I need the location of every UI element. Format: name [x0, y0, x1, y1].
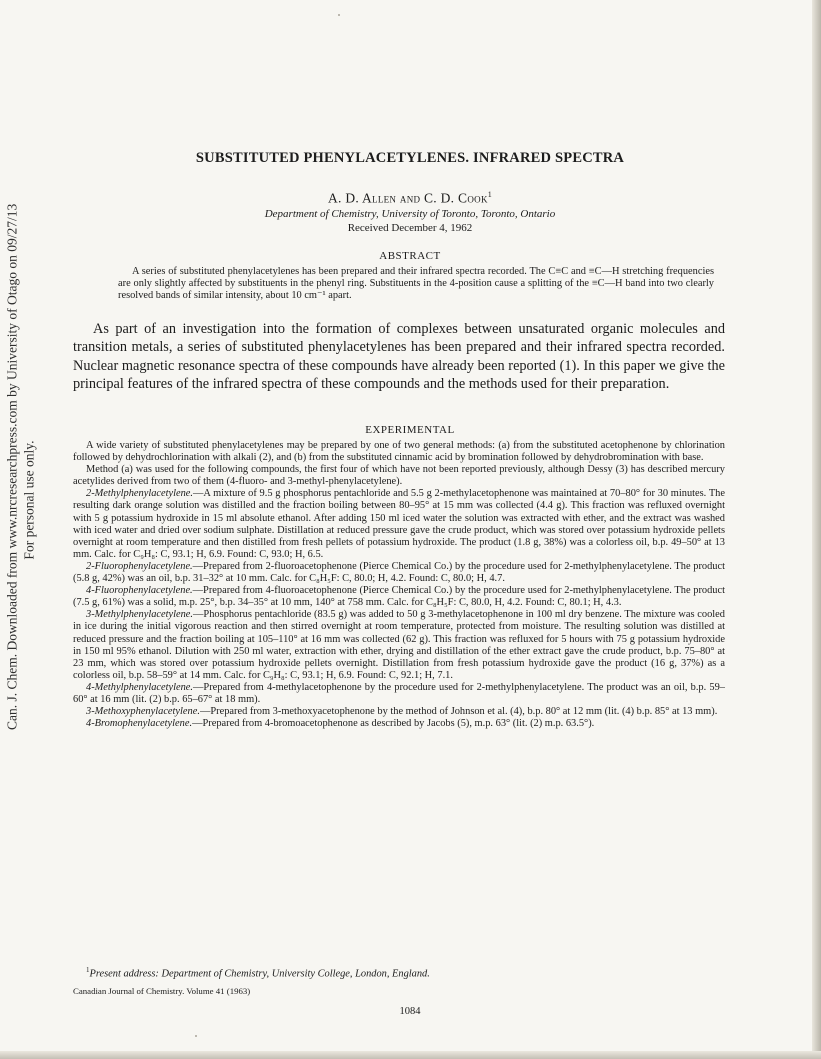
journal-citation: Canadian Journal of Chemistry. Volume 41 (1963): [73, 986, 251, 996]
experimental-heading: EXPERIMENTAL: [365, 424, 455, 436]
compound-name: 4-Bromophenylacetylene.: [86, 718, 193, 730]
compound-name: 4-Methylphenylacetylene.: [86, 681, 194, 693]
watermark-line-source: Can. J. Chem. Downloaded from www.nrcresearchpress.com by University of Otago on 09/27/13: [4, 203, 20, 730]
experimental-paragraph: [73, 609, 725, 682]
paragraph-text: —A mixture of 9.5 g phosphorus pentachloride and 5.5 g 2-methylacetophenone was maintained at 70–80° for 30 minutes. The resulting dark orange solution was distilled and the fraction boiling between 80–95° at 15 mm was collected (4.4 g). This fraction was refluxed overnight with 5 g potassium hydroxide in 15 ml absolute ethanol. After adding 150 ml iced water the solution was extracted with ether, and the extract was washed with iced water and dried over sodium sulphate. Distillation at reduced pressure gave the crude product, which was stored over potassium hydroxide pellets overnight at room temperature and then distilled from fresh pellets of potassium hydroxide. The product (1.8 g, 38%) was a colorless oil, b.p. 49–50° at 13 mm. Calc. for C₉H₈: C, 93.1; H, 6.9. Found: C, 93.0; H, 6.5.: [73, 488, 725, 560]
paper-authors: [120, 190, 700, 207]
scan-speck: [195, 1035, 197, 1037]
intro-paragraph: As part of an investigation into the formation of complexes between unsaturated organic molecules and transition metals, a series of substituted phenylacetylenes has been prepared and their infrared spectra recorded. Nuclear magnetic resonance spectra of these compounds have already been reported (1). In this paper we give the principal features of the infrared spectra of these compounds and the methods used for their preparation.: [73, 321, 725, 392]
experimental-section: [73, 440, 725, 730]
footnote-text: Present address: Department of Chemistry, University College, London, England.: [89, 968, 430, 980]
author-footnote-mark: 1: [487, 190, 493, 199]
experimental-paragraph: [73, 718, 725, 730]
paragraph-text: —Prepared from 2-fluoroacetophenone (Pierce Chemical Co.) by the procedure used for 2-methylphenylacetylene. The product (5.8 g, 42%) was an oil, b.p. 31–32° at 10 mm. Calc. for C₈H₅F: C, 80.0; H, 4.2. Found: C, 80.0; H, 4.7.: [73, 560, 725, 585]
author-footnote: [73, 966, 725, 979]
paragraph-text: A wide variety of substituted phenylacetylenes may be prepared by one of two general methods: (a) from the substituted acetophenone by chlorination followed by dehydrochlorination with alkali (2), and (b) from the substituted cinnamic acid by bromination followed by dehydrobromination with base.: [73, 440, 725, 464]
compound-name: 2-Methylphenylacetylene.: [86, 488, 194, 500]
experimental-paragraph: [73, 440, 725, 464]
watermark-line-usage: For personal use only.: [21, 440, 36, 560]
experimental-paragraph: [73, 585, 725, 609]
compound-name: 4-Fluorophenylacetylene.: [86, 585, 193, 597]
received-date: Received December 4, 1962: [347, 222, 473, 234]
paragraph-text: —Phosphorus pentachloride (83.5 g) was added to 50 g 3-methylacetophenone in 100 ml dry benzene. The mixture was cooled in ice during the initial vigorous reaction and then stirred overnight at room temperature, protected from moisture. The resulting solution was distilled at reduced pressure and the fraction boiling at 105–110° at 16 mm was collected (62 g). This fraction was refluxed for 5 hours with 75 g potassium hydroxide in 150 ml 95% ethanol. Dilution with 250 ml water, extraction with ether, drying and distillation of the ether extract gave the crude product, b.p. 75–80° at 23 mm, which was stored over potassium hydroxide pellets overnight. Distillation from fresh potassium hydroxide gave the product (16 g, 37%) as a colorless oil, b.p. 58–59° at 14 mm. Calc. for C₉H₈: C, 93.1; H, 6.9. Found: C, 92.1; H, 7.1.: [73, 609, 725, 681]
paragraph-text: —Prepared from 4-bromoacetophenone as described by Jacobs (5), m.p. 63° (lit. (2) m.p. 63.5°).: [192, 718, 595, 730]
paragraph-text: —Prepared from 4-fluoroacetophenone (Pierce Chemical Co.) by the procedure used for 2-methylphenylacetylene. The product (7.5 g, 61%) was a solid, m.p. 25°, b.p. 34–35° at 10 mm, 140° at 758 mm. Calc. for C₈H₅F: C, 80.0, H, 4.2. Found: C, 80.1; H, 4.3.: [73, 585, 725, 609]
paragraph-text: —Prepared from 3-methoxyacetophenone by the method of Johnson et al. (4), b.p. 80° at 12 mm (lit. (4) b.p. 85° at 13 mm).: [199, 706, 718, 718]
compound-name: 3-Methoxyphenylacetylene.: [86, 706, 200, 718]
experimental-paragraph: [73, 561, 725, 585]
page-bottom-shadow: [0, 1051, 821, 1059]
scan-speck: [338, 14, 340, 16]
download-watermark: [4, 203, 38, 730]
author-affiliation: Department of Chemistry, University of Toronto, Toronto, Ontario: [264, 208, 556, 220]
paragraph-text: Method (a) was used for the following compounds, the first four of which have not been reported previously, although Dessy (3) has described mercury acetylides derived from two of them (4-fluoro- and 3-methyl-phenylacetylene).: [73, 464, 725, 488]
page-number: 1084: [399, 1006, 421, 1017]
experimental-paragraph: [73, 488, 725, 561]
compound-name: 3-Methylphenylacetylene.: [86, 609, 194, 621]
download-watermark-text: [4, 203, 38, 730]
paragraph-text: —Prepared from 4-methylacetophenone by the procedure used for 2-methylphenylacetylene. The product was an oil, b.p. 59–60° at 16 mm (lit. (2) b.p. 65–67° at 18 mm).: [73, 681, 725, 705]
experimental-paragraph: [73, 464, 725, 488]
experimental-paragraph: [73, 706, 725, 718]
experimental-paragraph: [73, 682, 725, 706]
author-names: A. D. Allen and C. D. Cook: [327, 190, 488, 206]
footnote-mark: 1: [86, 966, 90, 974]
paper-title: SUBSTITUTED PHENYLACETYLENES. INFRARED SPECTRA: [195, 150, 625, 166]
page-edge-shadow: [812, 0, 821, 1059]
abstract-text: A series of substituted phenylacetylenes has been prepared and their infrared spectra recorded. The C≡C and ≡C—H stretching frequencies are only slightly affected by substituents in the phenyl ring. Substituents in the 4-position cause a splitting of the ≡C—H band into two clearly resolved bands of similar intensity, about 10 cm⁻¹ apart.: [118, 266, 714, 301]
abstract-heading: ABSTRACT: [379, 250, 441, 262]
compound-name: 2-Fluorophenylacetylene.: [86, 560, 193, 572]
